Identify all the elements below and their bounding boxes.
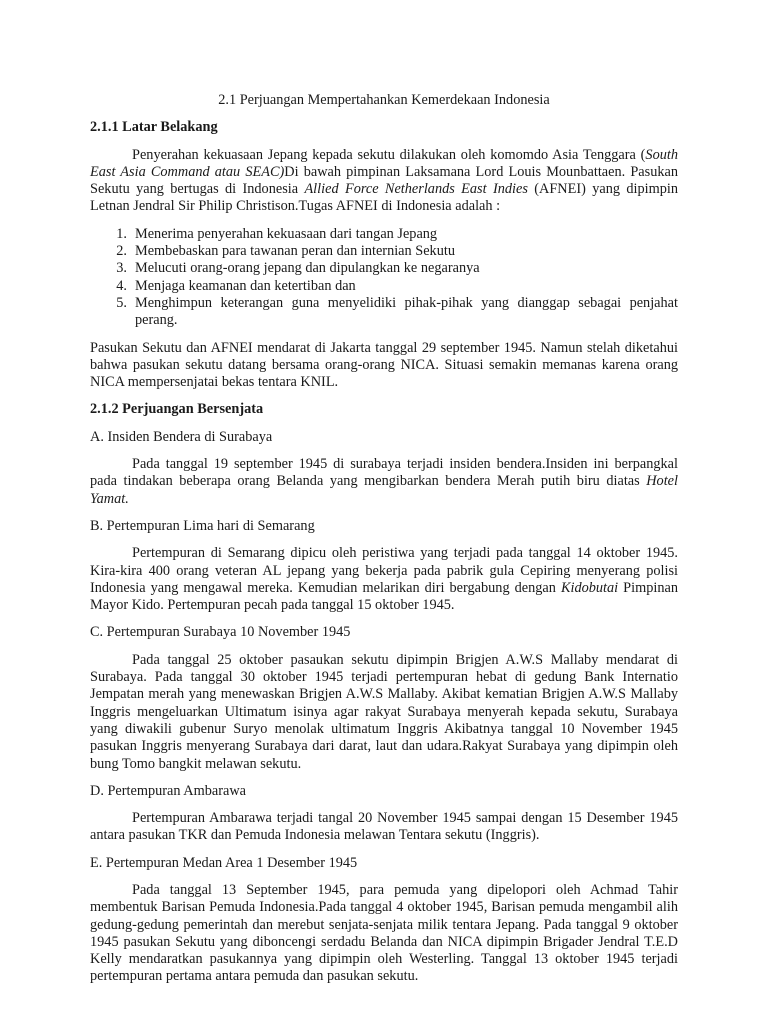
subsection-title-e: E. Pertempuran Medan Area 1 Desember 1945: [90, 854, 358, 871]
subsection-title-d: D. Pertempuran Ambarawa: [90, 782, 247, 799]
list-number: 4.: [116, 277, 127, 294]
paragraph-e: Pada tanggal 13 September 1945, para pemuda yang dipelopori oleh Achmad Tahir membentuk Barisan Pemuda Indonesia.Pada tanggal 4 oktober 1945, Barisan pemuda mengambil alih gedung-gedung pemerintah dan merebut senjata-senjata milik tentara Jepang. Pada tanggal 9 oktober 1945 pasukan Sekutu yang diboncengi serdadu Belanda dan NICA dipimpin Brigader Jendral T.E.D Kelly mendaratkan pasukannya yang dipimpin oleh Westerling. Tanggal 13 oktober 1945 terjadi pertempuran pertama antara pemuda dan pasukan sekutu.: [90, 881, 678, 985]
paragraph-d: Pertempuran Ambarawa terjadi tangal 20 November 1945 sampai dengan 15 Desember 1945 antara pasukan TKR dan Pemuda Indonesia melawan Tentara sekutu (Inggris).: [90, 810, 678, 844]
paragraph-text: Pertempuran di Semarang dipicu oleh peristiwa yang terjadi pada tanggal 14 oktober 1945. Kira-kira 400 orang veteran AL jepang yang bekerja pada pabrik gula Cepiring menyerang polisi Indonesia yang mengawal mereka. Kemudian melarikan diri bergabung dengan: [90, 545, 678, 596]
list-text: Menerima penyerahan kekuasaan dari tangan Jepang: [135, 225, 438, 242]
paragraph-afnei-landing: Pasukan Sekutu dan AFNEI mendarat di Jakarta tanggal 29 september 1945. Namun stelah diketahui bahwa pasukan sekutu datang bersama orang-orang NICA. Situasi semakin memanas karena orang NICA mempersenjatai bekas tentara KNIL.: [90, 339, 678, 391]
list-item: [90, 260, 678, 277]
paragraph-b: [90, 545, 678, 614]
list-text: Membebaskan para tawanan peran dan internian Sekutu: [135, 243, 455, 260]
list-item: [90, 295, 678, 330]
paragraph-c: Pada tanggal 25 oktober pasaukan sekutu dipimpin Brigjen A.W.S Mallaby mendarat di Surabaya. Pada tanggal 30 oktober 1945 terjadi pertempuran hebat di gedung Bank Internatio Jempatan merah yang menewaskan Brigjen A.W.S Mallaby. Akibat kematian Brigjen A.W.S Mallaby Inggris mengeluarkan Ultimatum isinya agar rakyat Surabaya menyerah kepada sekutu, Surabaya yang diwakili gubenur Suryo menolak ultimatum Inggris Akibatnya tanggal 10 November 1945 pasukan Inggris menyerang Surabaya dari darat, laut dan udara.Rakyat Surabaya yang dipimpin oleh bung Tomo bangkit melawan sekutu.: [90, 651, 678, 772]
list-number: 1.: [116, 225, 127, 242]
subsection-title-a: A. Insiden Bendera di Surabaya: [90, 428, 273, 445]
list-text: Melucuti orang-orang jepang dan dipulangkan ke negaranya: [135, 260, 480, 277]
subsection-title-b: B. Pertempuran Lima hari di Semarang: [90, 517, 315, 534]
section-heading-latar-belakang: 2.1.1 Latar Belakang: [90, 119, 218, 136]
page-title: 2.1 Perjuangan Mempertahankan Kemerdekaan Indonesia: [218, 92, 550, 108]
subsection-title-c: C. Pertempuran Surabaya 10 November 1945: [90, 624, 351, 641]
italic-term: Hotel Yamat.: [90, 473, 678, 507]
list-item: [90, 226, 678, 243]
italic-term: Allied Force Netherlands East Indies: [304, 181, 528, 198]
italic-term: South East Asia Command atau SEAC): [90, 146, 678, 180]
list-text: Menjaga keamanan dan ketertiban dan: [135, 277, 356, 294]
paragraph-text: Penyerahan kekuasaan Jepang kepada sekutu dilakukan oleh komomdo Asia Tenggara (: [132, 146, 646, 163]
list-number: 2.: [116, 243, 127, 260]
paragraph-text: Pada tanggal 19 september 1945 di surabaya terjadi insiden bendera.Insiden ini berpangkal pada tindakan beberapa orang Belanda yang mengibarkan bendera Merah putih biru diatas: [90, 456, 678, 490]
list-item: [90, 278, 678, 295]
list-item: [90, 243, 678, 260]
list-text: Menghimpun keterangan guna menyelidiki pihak-pihak yang dianggap sebagai penjahat perang.: [135, 294, 678, 329]
list-number: 5.: [116, 294, 127, 311]
paragraph-text: Pimpinan Mayor Kido. Pertempuran pecah pada tanggal 15 oktober 1945.: [90, 579, 678, 614]
paragraph-latar-belakang: [90, 147, 678, 216]
page-content: [90, 92, 678, 996]
paragraph-a: [90, 456, 678, 508]
list-number: 3.: [116, 260, 127, 277]
paragraph-text: (AFNEI) yang dipimpin Letnan Jendral Sir Philip Christison.Tugas AFNEI di Indonesia adalah :: [90, 181, 679, 215]
italic-term: Kidobutai: [560, 579, 619, 596]
section-heading-perjuangan-bersenjata: 2.1.2 Perjuangan Bersenjata: [90, 401, 264, 418]
afnei-tasks-list: [90, 226, 678, 330]
paragraph-text: Di bawah pimpinan Laksamana Lord Louis Mounbattaen. Pasukan Sekutu yang bertugas di Indonesia: [90, 163, 679, 198]
